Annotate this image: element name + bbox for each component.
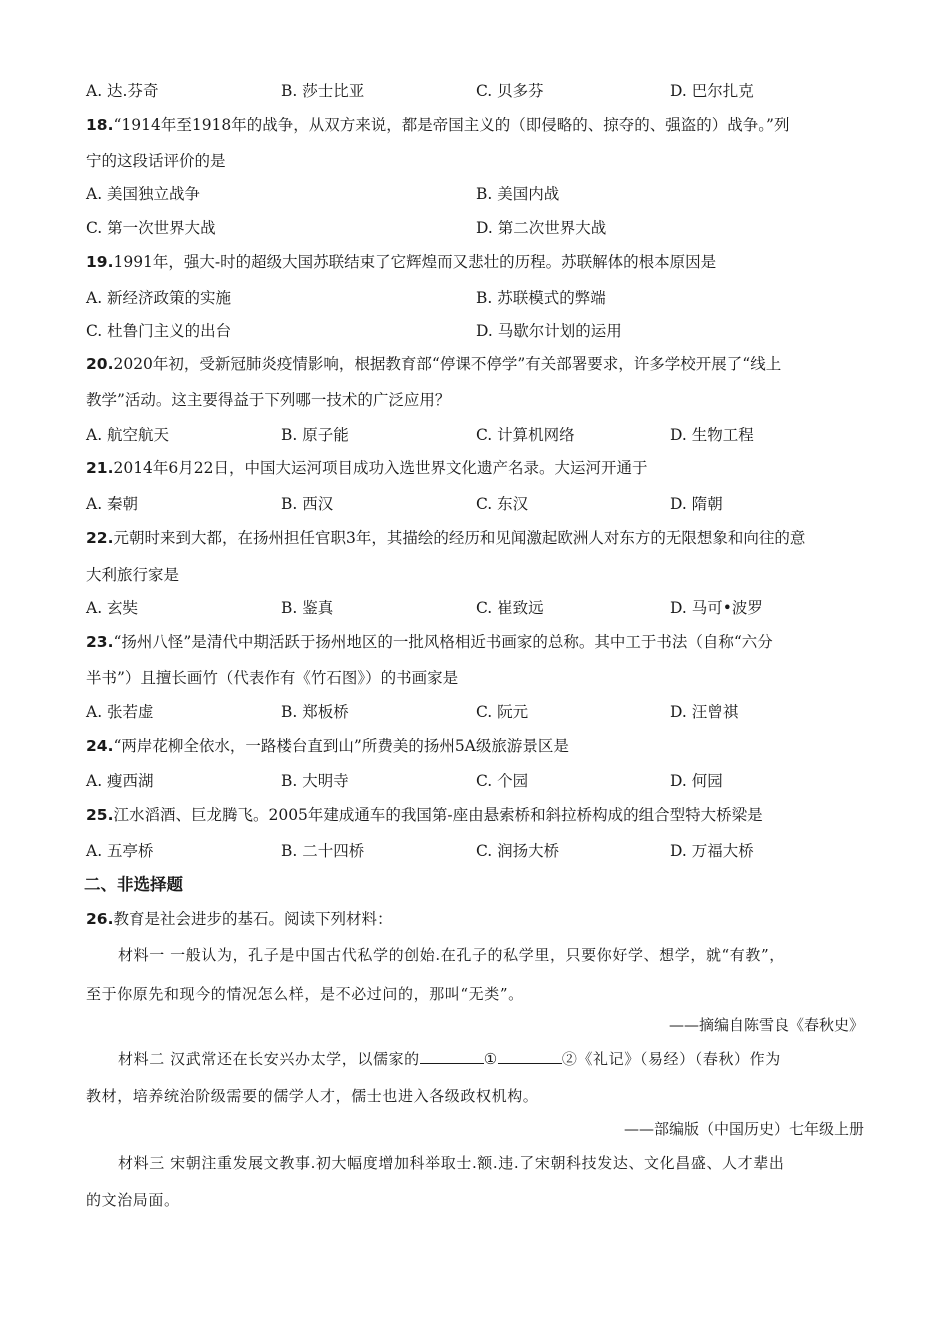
- q25-number: 25.: [86, 806, 114, 824]
- q23-stem-line2: 半书”）且擅长画竹（代表作有《竹石图》）的书画家是: [86, 669, 459, 687]
- q18-stem-line1: “1914年至1918年的战争，从双方来说，都是帝国主义的（即侵略的、掠夺的、强盗的）战争。”列: [113, 116, 790, 134]
- q22-option-b[interactable]: B. 鉴真: [281, 599, 334, 617]
- q20-option-b[interactable]: B. 原子能: [281, 426, 349, 444]
- q24-option-b[interactable]: B. 大明寺: [281, 772, 349, 790]
- material1-line2: 至于你原先和现今的情况怎么样，是不必过问的，那叫“无类”。: [86, 985, 524, 1003]
- q17-option-d[interactable]: D. 巴尔扎克: [670, 82, 754, 100]
- q19-option-c[interactable]: C. 杜鲁门主义的出台: [86, 322, 232, 340]
- answer-blank-2[interactable]: [498, 1049, 562, 1064]
- q26-stem: [86, 908, 392, 930]
- q19-stem-line1: 1991年，强大-时的超级大国苏联结束了它辉煌而又悲壮的历程。苏联解体的根本原因是: [113, 253, 717, 271]
- q18-option-b[interactable]: B. 美国内战: [476, 185, 560, 203]
- q20-option-c[interactable]: C. 计算机网络: [476, 426, 575, 444]
- q23-stem-line1: “扬州八怪”是清代中期活跃于扬州地区的一批风格相近书画家的总称。其中工于书法（自称“六分: [113, 633, 773, 651]
- q19-option-b[interactable]: B. 苏联模式的弊端: [476, 289, 606, 307]
- material2-line1-text: 材料二 汉武常还在长安兴办太学，以儒家的: [118, 1050, 420, 1068]
- material1-line1: 材料一 一般认为，孔子是中国古代私学的创始.在孔子的私学里，只要你好学、想学，就“有教”，: [118, 946, 785, 964]
- q18-option-a[interactable]: A. 美国独立战争: [86, 185, 201, 203]
- q21-option-c[interactable]: C. 东汉: [476, 495, 529, 513]
- q25-option-b[interactable]: B. 二十四桥: [281, 842, 365, 860]
- q18-stem: [86, 114, 789, 136]
- q24-option-a[interactable]: A. 瘦西湖: [86, 772, 154, 790]
- q24-stem: [86, 735, 569, 757]
- material3-line2: 的文治局面。: [86, 1191, 180, 1209]
- q21-stem: [86, 457, 648, 479]
- material3-line1: 材料三 宋朝注重发展文教事.初大幅度增加科举取士.额.违.了宋朝科技发达、文化昌盛、人才辈出: [118, 1154, 785, 1172]
- q22-stem-line2: 大利旅行家是: [86, 566, 180, 584]
- q20-number: 20.: [86, 355, 114, 373]
- q24-option-c[interactable]: C. 个园: [476, 772, 529, 790]
- q20-stem-line2: 教学”活动。这主要得益于下列哪一技术的广泛应用？: [86, 391, 451, 409]
- q21-stem-line1: 2014年6月22日，中国大运河项目成功入选世界文化遗产名录。大运河开通于: [113, 459, 648, 477]
- q24-option-d[interactable]: D. 何园: [670, 772, 723, 790]
- q20-option-d[interactable]: D. 生物工程: [670, 426, 754, 444]
- q25-option-d[interactable]: D. 万福大桥: [670, 842, 754, 860]
- q19-option-d[interactable]: D. 马歇尔计划的运用: [476, 322, 622, 340]
- q19-option-a[interactable]: A. 新经济政策的实施: [86, 289, 232, 307]
- q24-stem-line1: “两岸花柳全依水，一路楼台直到山”所费美的扬州5A级旅游景区是: [113, 737, 569, 755]
- q19-stem: [86, 251, 716, 273]
- q21-option-d[interactable]: D. 隋朝: [670, 495, 723, 513]
- q22-stem-line1: 元朝时来到大都，在扬州担任官职3年，其描绘的经历和见闻激起欧洲人对东方的无限想象和向往的意: [113, 529, 806, 547]
- answer-blank-1[interactable]: [420, 1049, 484, 1064]
- q23-option-b[interactable]: B. 郑板桥: [281, 703, 349, 721]
- q19-number: 19.: [86, 253, 114, 271]
- q23-number: 23.: [86, 633, 114, 651]
- q18-number: 18.: [86, 116, 114, 134]
- q20-stem-line1: 2020年初，受新冠肺炎疫情影响，根据教育部“停课不停学”有关部署要求，许多学校开展了“线上: [113, 355, 782, 373]
- q25-stem: [86, 804, 763, 826]
- q22-stem: [86, 527, 805, 549]
- q18-option-c[interactable]: C. 第一次世界大战: [86, 219, 216, 237]
- material2-source: ——部编版（中国历史）七年级上册: [623, 1120, 864, 1138]
- q20-option-a[interactable]: A. 航空航天: [86, 426, 170, 444]
- q21-number: 21.: [86, 459, 114, 477]
- q26-stem-text: 教育是社会进步的基石。阅读下列材料：: [113, 910, 393, 928]
- q25-option-a[interactable]: A. 五亭桥: [86, 842, 154, 860]
- material2-line1: [118, 1048, 781, 1070]
- q23-option-a[interactable]: A. 张若虚: [86, 703, 154, 721]
- q23-option-c[interactable]: C. 阮元: [476, 703, 529, 721]
- q22-option-c[interactable]: C. 崔致远: [476, 599, 544, 617]
- material2-line2: 教材，培养统治阶级需要的儒学人才，儒士也进入各级政权机构。: [86, 1087, 539, 1105]
- q22-option-a[interactable]: A. 玄奘: [86, 599, 139, 617]
- q22-option-d[interactable]: D. 马可•波罗: [670, 599, 763, 617]
- q21-option-a[interactable]: A. 秦朝: [86, 495, 139, 513]
- q18-option-d[interactable]: D. 第二次世界大战: [476, 219, 607, 237]
- blank-marker-1: ①: [483, 1050, 498, 1068]
- q23-option-d[interactable]: D. 汪曾祺: [670, 703, 739, 721]
- q21-option-b[interactable]: B. 西汉: [281, 495, 334, 513]
- q22-number: 22.: [86, 529, 114, 547]
- q17-option-a[interactable]: A. 达.芬奇: [86, 82, 159, 100]
- q17-option-b[interactable]: B. 莎士比亚: [281, 82, 365, 100]
- material2-line1-rest: 《礼记》（易经）（春秋）作为: [577, 1050, 781, 1068]
- material1-source: ——摘编自陈雪良《春秋史》: [668, 1016, 864, 1034]
- q23-stem: [86, 631, 773, 653]
- q24-number: 24.: [86, 737, 114, 755]
- q17-option-c[interactable]: C. 贝多芬: [476, 82, 544, 100]
- q25-stem-line1: 江水滔酒、巨龙腾飞。2005年建成通车的我国第-座由悬索桥和斜拉桥构成的组合型特大桥梁是: [113, 806, 763, 824]
- q18-stem-line2: 宁的这段话评价的是: [86, 152, 226, 170]
- blank-marker-2: ②: [561, 1050, 578, 1068]
- section-heading: 二、非选择题: [84, 875, 183, 894]
- q20-stem: [86, 353, 781, 375]
- q26-number: 26.: [86, 910, 114, 928]
- q25-option-c[interactable]: C. 润扬大桥: [476, 842, 560, 860]
